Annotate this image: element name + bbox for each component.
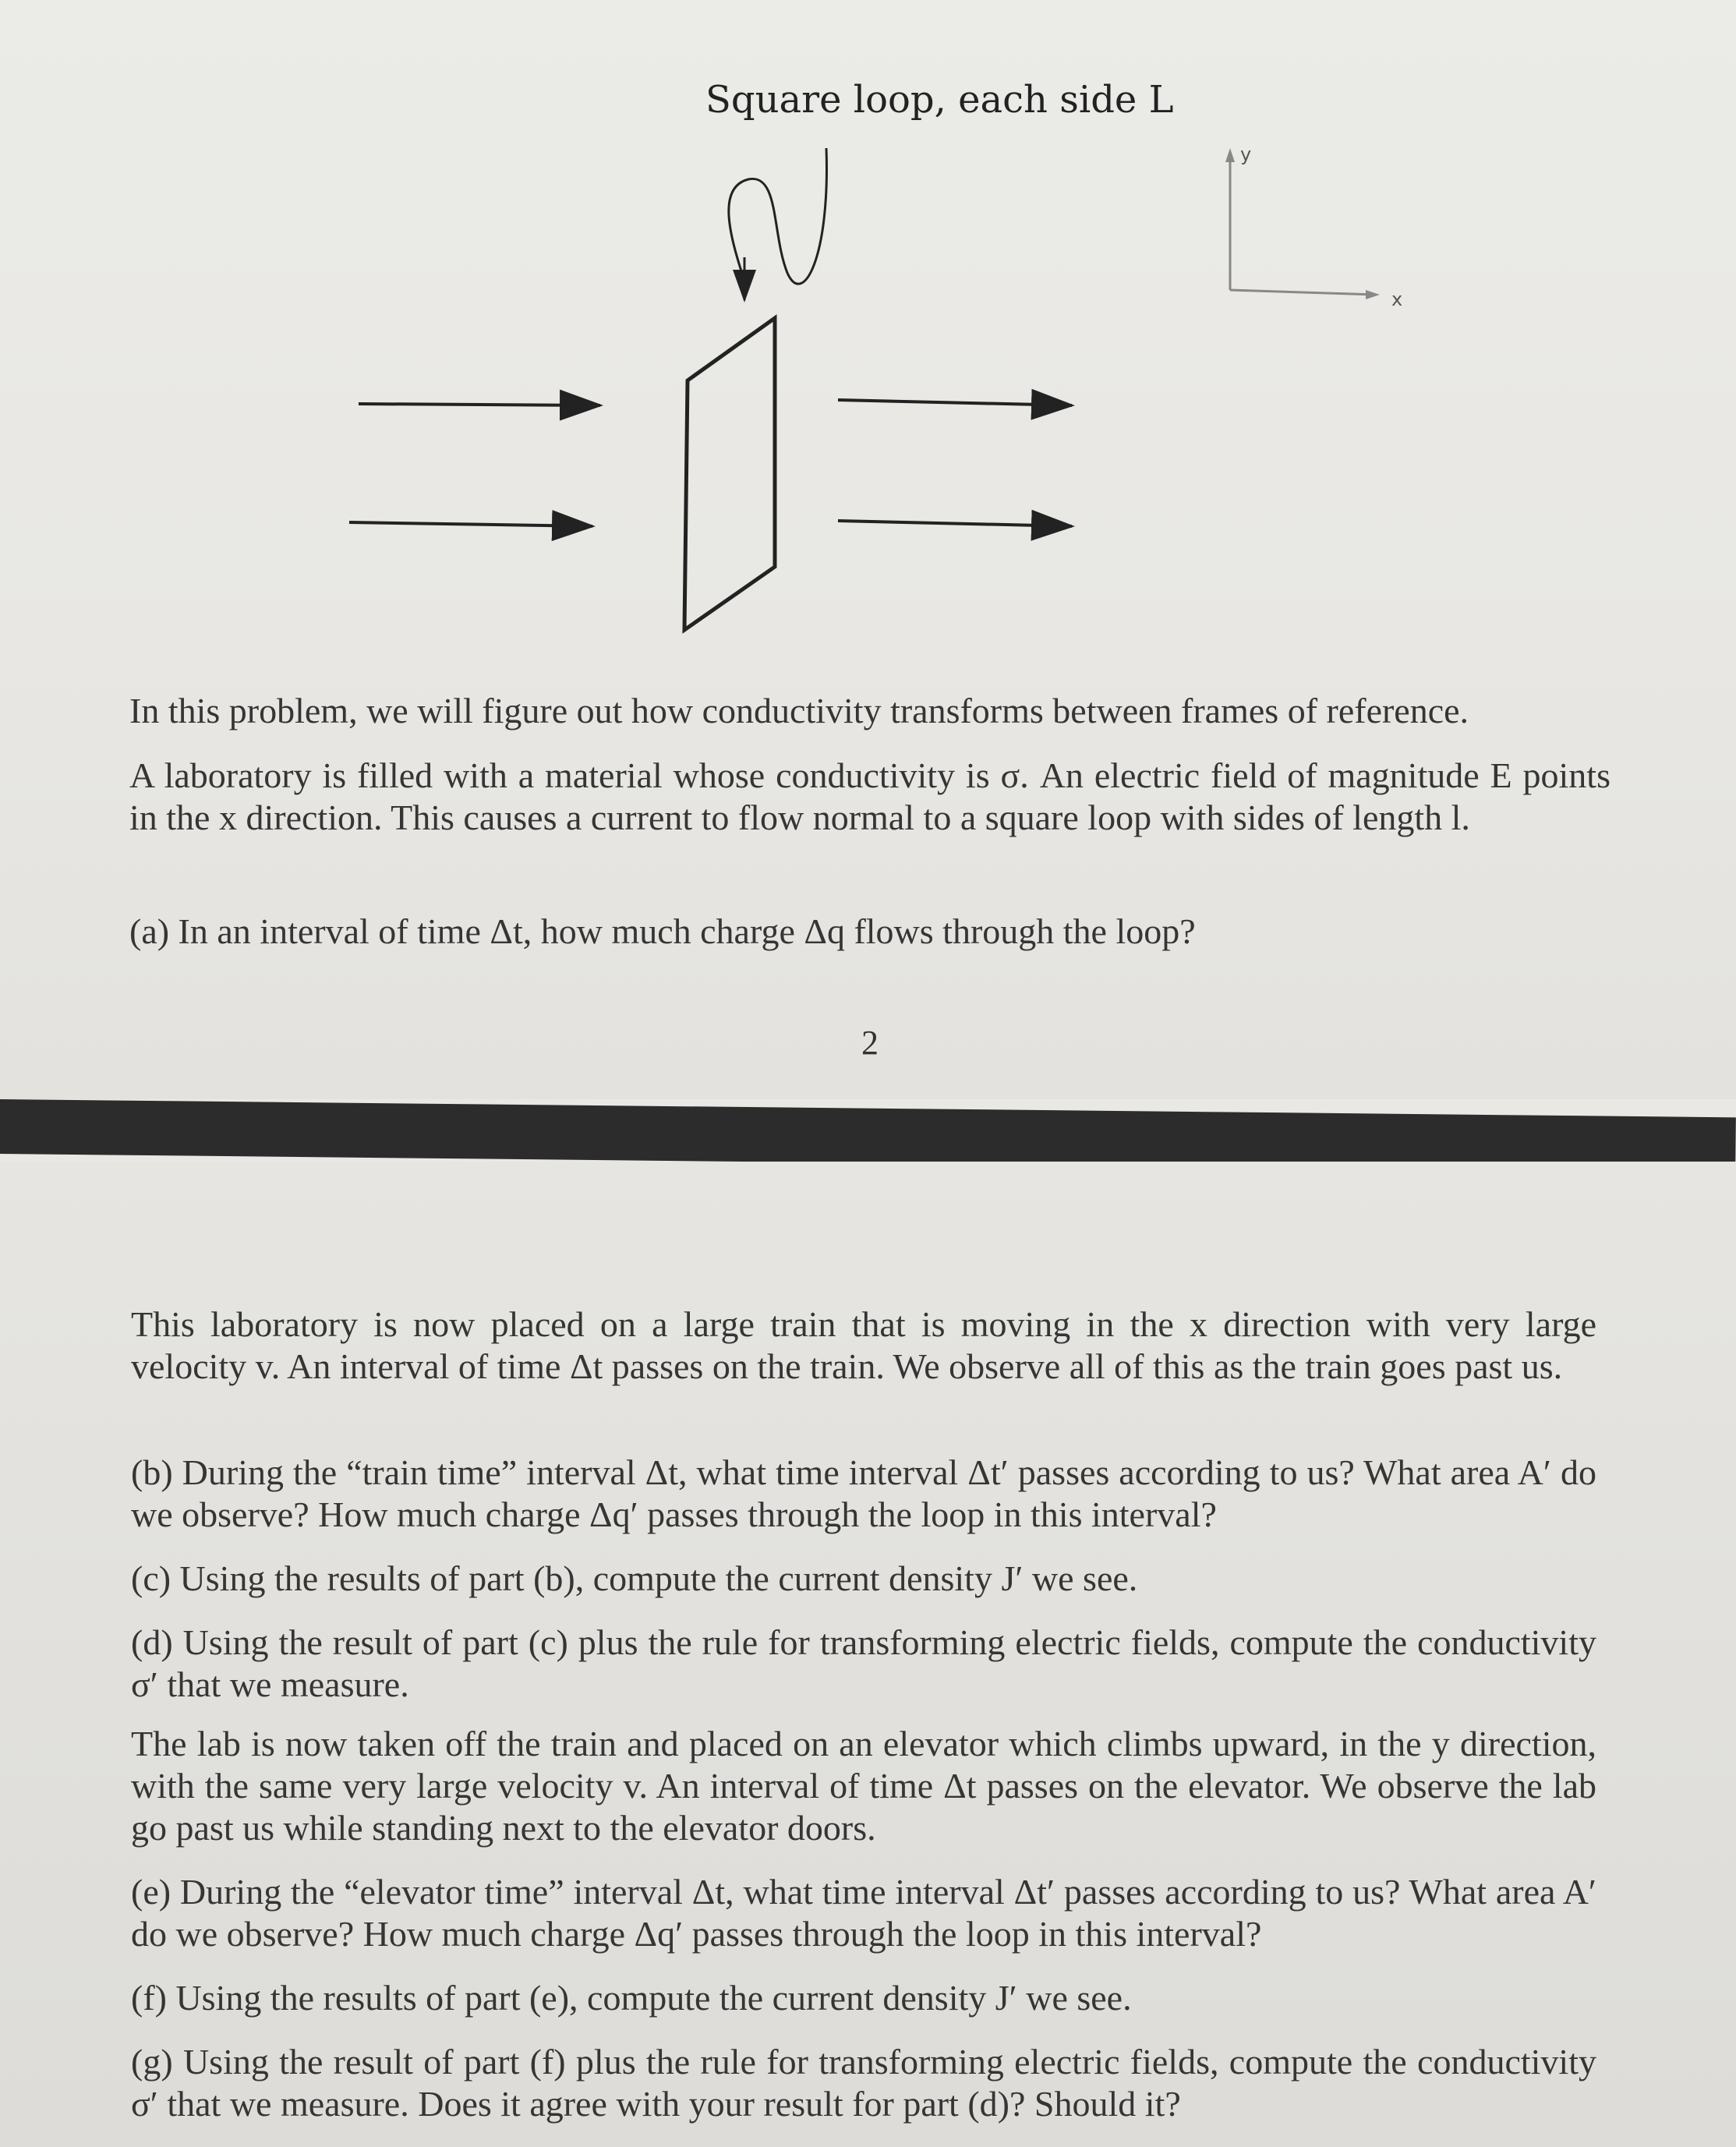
train-paragraph: This laboratory is now placed on a large train that is moving in the x direction with very large velocity v. An interval of time Δt passes on the train. We observe all of this as the train goes past us. (131, 1304, 1596, 1386)
intro-paragraph: In this problem, we will figure out how conductivity transforms between frames of reference. (129, 691, 1469, 730)
setup-paragraph: A laboratory is filled with a material whose conductivity is σ. An electric field of magnitude E points in the x direction. This causes a current to flow normal to a square loop with sides of length l. (129, 755, 1610, 837)
page-number: 2 (861, 1024, 879, 1062)
part-f-question: (f) Using the results of part (e), compute the current density J′ we see. (131, 1978, 1132, 2018)
part-d-question: (d) Using the result of part (c) plus the rule for transforming electric fields, compute the conductivity σ′ that we measure. (131, 1622, 1596, 1704)
part-a-question: (a) In an interval of time Δt, how much charge Δq flows through the loop? (129, 911, 1196, 951)
field-arrow-1 (359, 404, 600, 405)
square-loop (684, 318, 775, 630)
field-arrow-2 (838, 400, 1072, 405)
field-arrow-4 (838, 521, 1072, 526)
x-axis (1230, 290, 1376, 295)
field-arrow-3 (349, 522, 592, 526)
part-g-question: (g) Using the result of part (f) plus the rule for transforming electric fields, compute the conductivity σ′ that we measure. Does it agree with your result for part (d)? Should it? (131, 2042, 1596, 2124)
loop-figure (0, 0, 1736, 670)
x-axis-label: x (1391, 288, 1403, 310)
figure-title: Square loop, each side L (705, 78, 1174, 122)
part-c-question: (c) Using the results of part (b), compute the current density J′ we see. (131, 1558, 1138, 1598)
x-axis-arrowhead (1366, 290, 1380, 299)
y-axis-arrowhead (1225, 148, 1235, 162)
part-b-question: (b) During the “train time” interval Δt, what time interval Δt′ passes according to us? What area A′ do we observe? How much charge Δq′ passes through the loop in this interval? (131, 1452, 1596, 1534)
part-e-question: (e) During the “elevator time” interval Δt, what time interval Δt′ passes according to us? What area A′ do we observe? How much charge Δq′ passes through the loop in this interval? (131, 1872, 1596, 1954)
elevator-paragraph: The lab is now taken off the train and placed on an elevator which climbs upward, in the y direction, with the same very large velocity v. An interval of time Δt passes on the elevator. We observe the lab go past us while standing next to the elevator doors. (131, 1724, 1596, 1848)
y-axis-label: y (1240, 143, 1252, 165)
